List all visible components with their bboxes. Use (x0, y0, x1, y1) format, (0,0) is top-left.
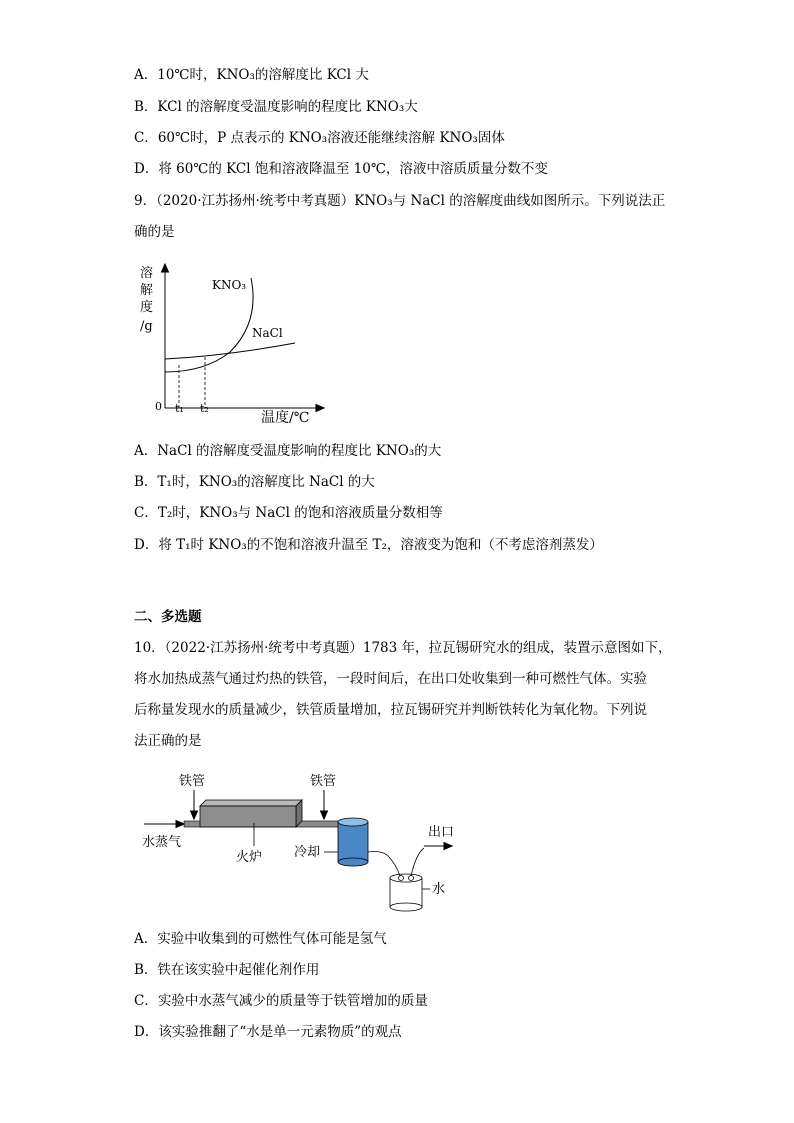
x-axis-label: 温度/℃ (261, 410, 310, 426)
kno3-curve-label: KNO₃ (212, 278, 247, 292)
q9-option-d: D．将 T₁时 KNO₃的不饱和溶液升温至 T₂，溶液变为饱和（不考虑溶剂蒸发） (134, 537, 603, 553)
q8-option-b: B．KCl 的溶解度受温度影响的程度比 KNO₃大 (134, 99, 418, 115)
outlet-arrow (424, 843, 452, 850)
connecting-tube (368, 852, 400, 877)
solubility-curve-figure (130, 258, 330, 428)
furnace-box (200, 800, 302, 827)
q8-option-c: C．60℃时，P 点表示的 KNO₃溶液还能继续溶解 KNO₃固体 (134, 130, 505, 146)
nacl-curve (165, 343, 295, 359)
origin-label: 0 (155, 400, 162, 413)
q8-option-d: D．将 60℃的 KCl 饱和溶液降温至 10℃，溶液中溶质质量分数不变 (134, 161, 548, 177)
q9-option-a: A．NaCl 的溶解度受温度影响的程度比 KNO₃的大 (134, 443, 442, 459)
y-axis-label-char-4: /g (140, 319, 153, 334)
steam-arrow (144, 821, 184, 828)
tube-left-pointer (191, 790, 198, 819)
cooling-cylinder (338, 818, 368, 866)
q9-stem-line2: 确的是 (134, 224, 175, 240)
label-outlet: 出口 (428, 825, 455, 840)
t1-label: t₁ (175, 402, 184, 415)
section-title: 二、多选题 (134, 609, 202, 625)
water-cylinder (390, 874, 422, 911)
label-tube-left: 铁管 (179, 774, 206, 789)
label-water: 水 (432, 882, 446, 897)
q9-option-b: B．T₁时，KNO₃的溶解度比 NaCl 的大 (134, 474, 375, 490)
q10-stem-line3: 后称量发现水的质量减少，铁管质量增加，拉瓦锡研究并判断铁转化为氧化物。下列说 (134, 702, 647, 718)
y-axis-label-char-3: 度 (140, 300, 154, 315)
y-axis-label-char-1: 溶 (140, 266, 154, 281)
q10-stem-line2: 将水加热成蒸气通过灼热的铁管，一段时间后，在出口处收集到一种可燃性气体。实验 (134, 671, 647, 687)
t2-label: t₂ (200, 402, 209, 415)
tube-right-pointer (321, 790, 328, 819)
label-steam: 水蒸气 (142, 835, 182, 850)
q9-stem-line1: 9．（2020·江苏扬州·统考中考真题）KNO₃与 NaCl 的溶解度曲线如图所示。下列说法正 (134, 193, 666, 209)
lavoisier-apparatus-diagram (134, 768, 474, 918)
y-axis-label-char-2: 解 (140, 283, 154, 298)
q9-option-c: C．T₂时，KNO₃与 NaCl 的饱和溶液质量分数相等 (134, 505, 443, 521)
outlet-tube (411, 848, 424, 876)
q10-option-d: D．该实验推翻了“水是单一元素物质”的观点 (134, 1024, 402, 1040)
q10-option-a: A．实验中收集到的可燃性气体可能是氢气 (134, 931, 387, 947)
q10-stem-line4: 法正确的是 (134, 733, 202, 749)
q10-option-b: B．铁在该实验中起催化剂作用 (134, 962, 320, 978)
q8-option-a: A．10℃时，KNO₃的溶解度比 KCl 大 (134, 67, 369, 83)
label-furnace: 火炉 (236, 850, 263, 865)
q10-stem-line1: 10．（2022·江苏扬州·统考中考真题）1783 年，拉瓦锡研究水的组成，装置示意图如下， (134, 640, 672, 656)
label-tube-right: 铁管 (310, 774, 337, 789)
q10-option-c: C．实验中水蒸气减少的质量等于铁管增加的质量 (134, 993, 428, 1009)
label-cooling: 冷却 (294, 845, 321, 860)
nacl-curve-label: NaCl (252, 326, 283, 340)
